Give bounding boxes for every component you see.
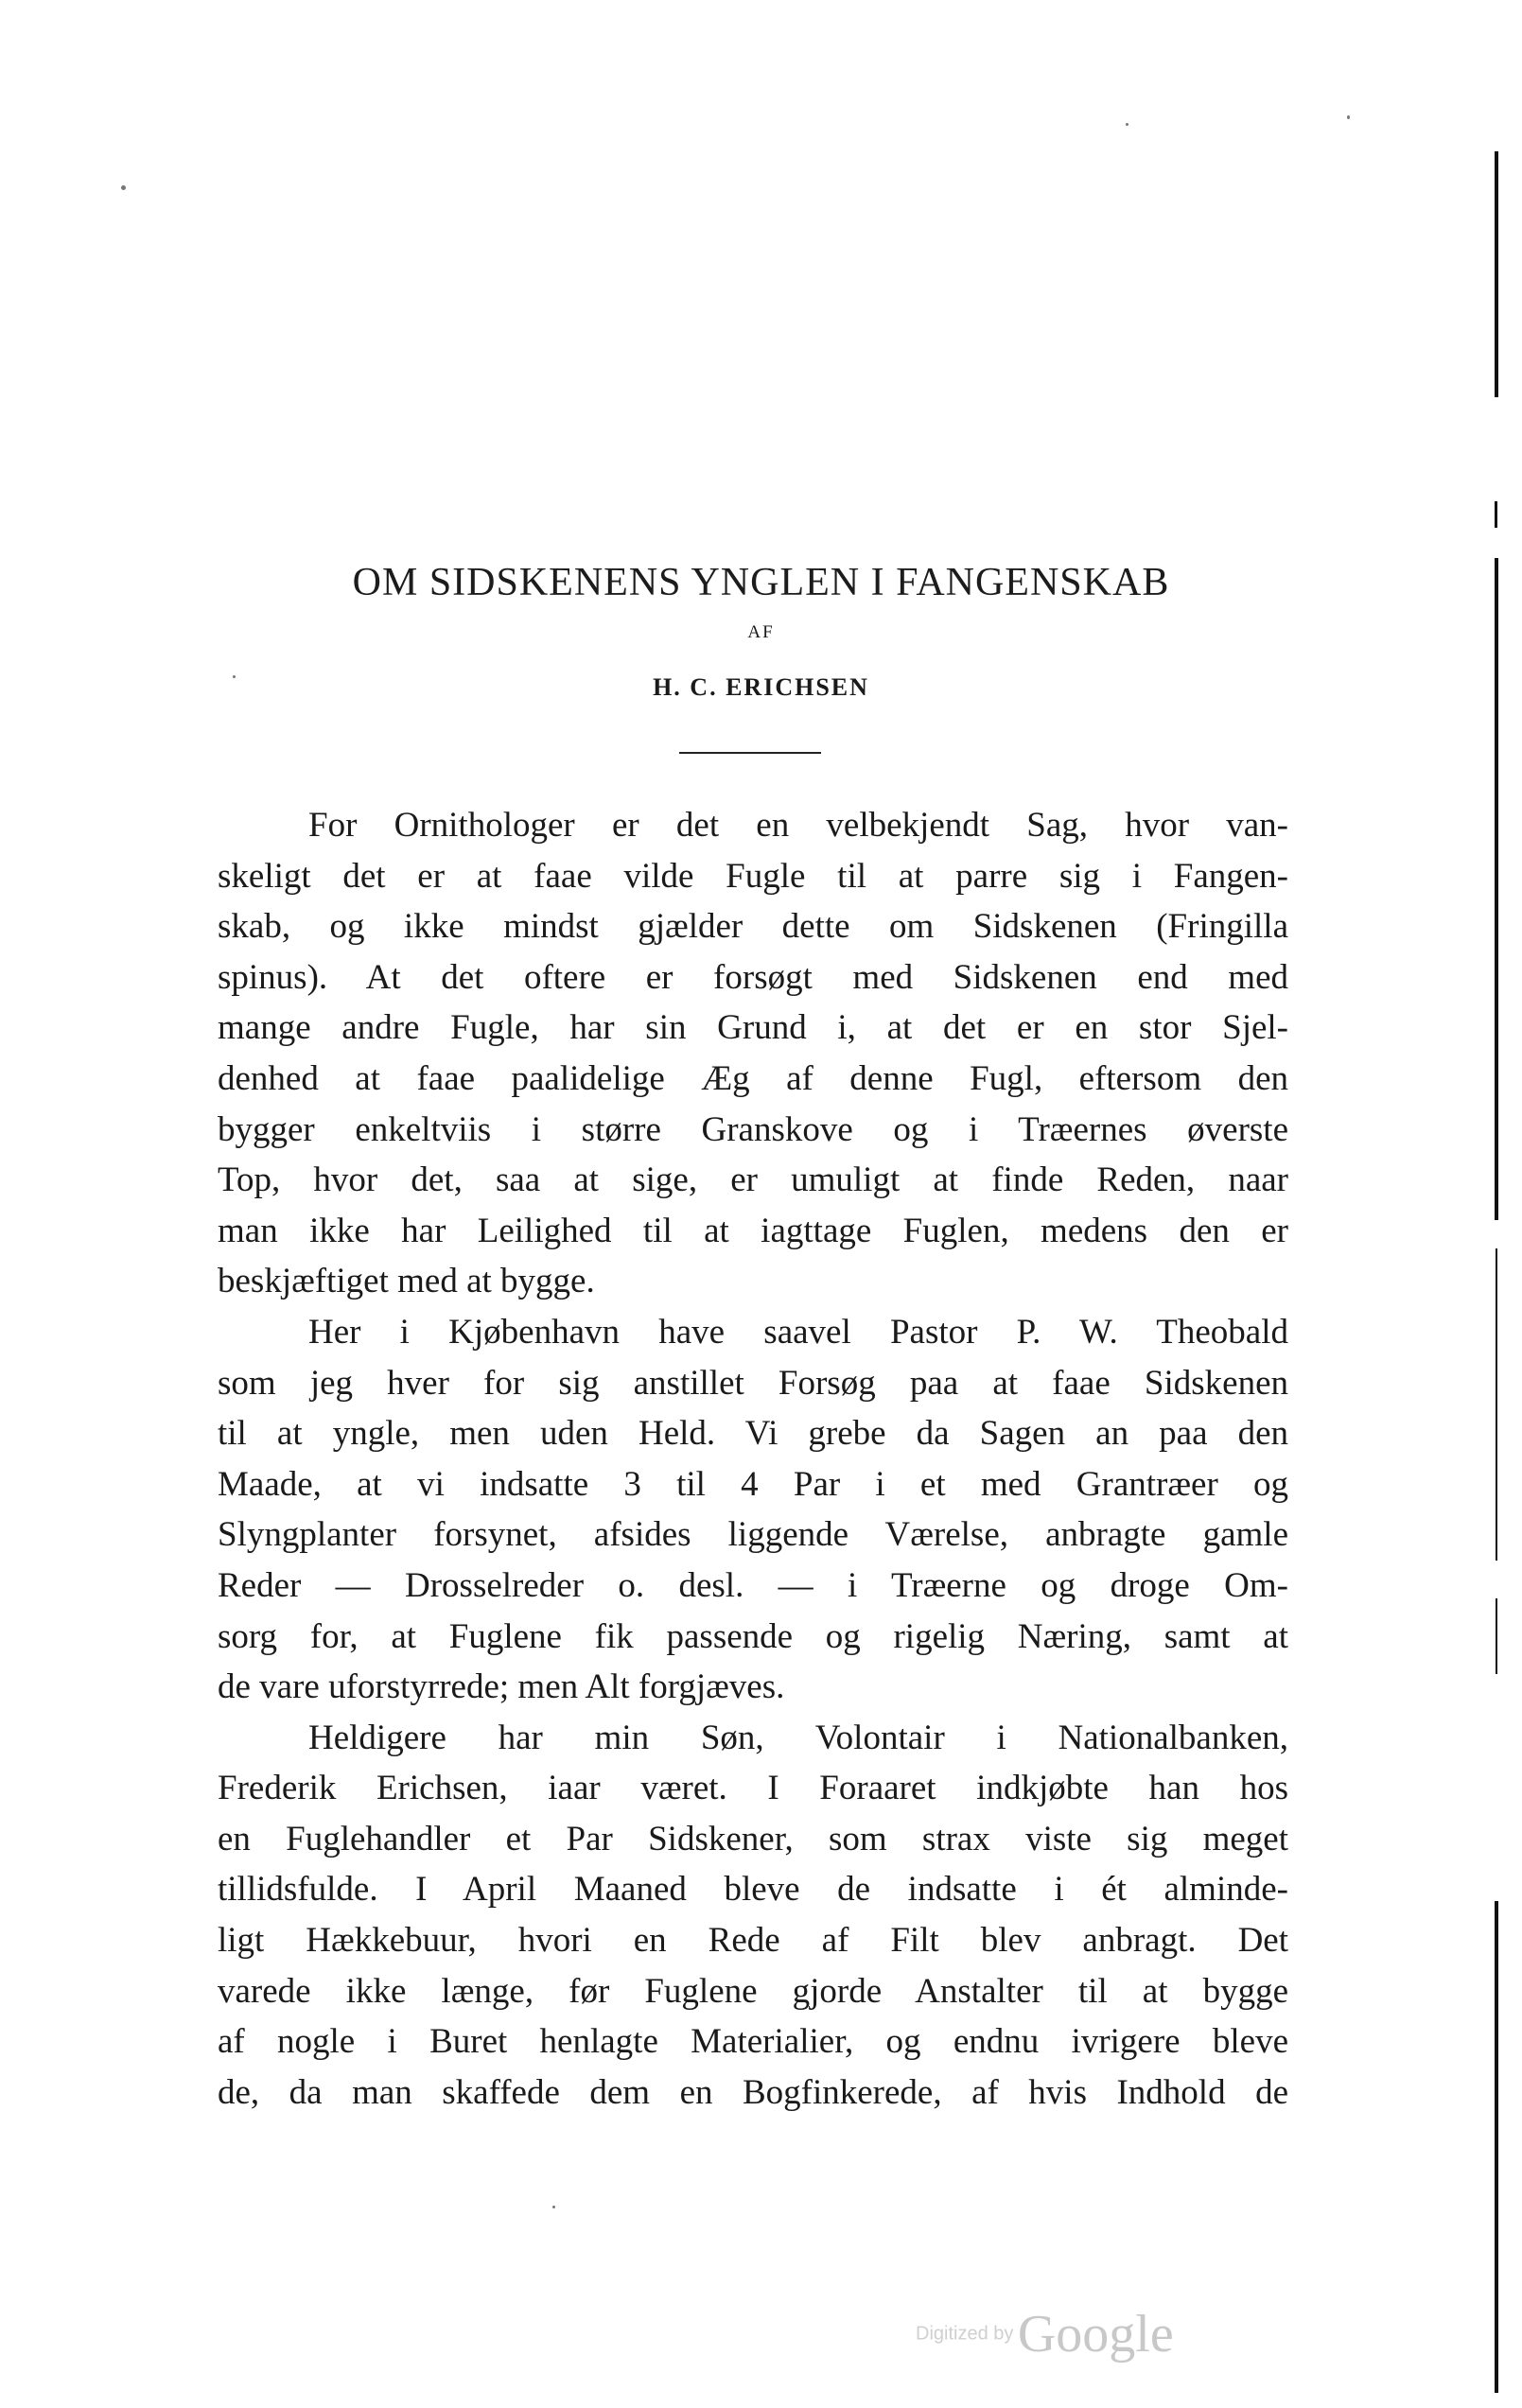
- scan-speck: [1347, 115, 1350, 119]
- text-line: af nogle i Buret henlagte Materialier, og endnu ivrigere bleve: [218, 2022, 1288, 2062]
- scan-edge-mark: [1495, 501, 1497, 528]
- text-line: som jeg hver for sig anstillet Forsøg paa at faae Sidskenen: [218, 1363, 1288, 1403]
- byline-prefix: AF: [747, 622, 775, 642]
- text-line: man ikke har Leilighed til at iagttage Fuglen, medens den er: [218, 1211, 1288, 1250]
- text-line: Heldigere har min Søn, Volontair i Nationalbanken,: [308, 1718, 1288, 1757]
- text-line: sorg for, at Fuglene fik passende og rigelig Næring, samt at: [218, 1616, 1288, 1656]
- text-line: For Ornithologer er det en velbekjendt Sag, hvor van-: [308, 806, 1288, 845]
- text-line: beskjæftiget med at bygge.: [218, 1262, 595, 1301]
- text-line: de, da man skaffede dem en Bogfinkerede, af hvis Indhold de: [218, 2072, 1288, 2112]
- title-divider: [679, 752, 821, 754]
- text-line: en Fuglehandler et Par Sidskener, som strax viste sig meget: [218, 1819, 1288, 1858]
- text-line: Top, hvor det, saa at sige, er umuligt at finde Reden, naar: [218, 1160, 1288, 1200]
- text-line: til at yngle, men uden Held. Vi grebe da Sagen an paa den: [218, 1414, 1288, 1454]
- watermark-prefix: Digitized by: [916, 2323, 1014, 2345]
- text-line: Frederik Erichsen, iaar været. I Foraaret indkjøbte han hos: [218, 1769, 1288, 1808]
- text-line: Slyngplanter forsynet, afsides liggende Værelse, anbragte gamle: [218, 1515, 1288, 1555]
- article-body: [218, 800, 1288, 2118]
- text-line: Her i Kjøbenhavn have saavel Pastor P. W. Theobald: [308, 1312, 1288, 1352]
- text-line: ligt Hækkebuur, hvori en Rede af Filt blev anbragt. Det: [218, 1921, 1288, 1961]
- text-line: skab, og ikke mindst gjælder dette om Sidskenen (Fringilla: [218, 907, 1288, 947]
- scan-edge-mark: [1496, 1248, 1497, 1561]
- text-line: varede ikke længe, før Fuglene gjorde Anstalter til at bygge: [218, 1971, 1288, 2011]
- text-line: skeligt det er at faae vilde Fugle til at parre sig i Fangen-: [218, 856, 1288, 896]
- scan-edge-mark: [1495, 558, 1498, 1220]
- article-title: OM SIDSKENENS YNGLEN I FANGENSKAB: [352, 561, 1170, 604]
- text-line: bygger enkeltviis i større Granskove og i Træernes øverste: [218, 1109, 1288, 1149]
- text-line: de vare uforstyrrede; men Alt forgjæves.: [218, 1667, 785, 1707]
- scan-edge-mark: [1495, 151, 1498, 397]
- text-line: mange andre Fugle, har sin Grund i, at det er en stor Sjel-: [218, 1008, 1288, 1048]
- text-line: Maade, at vi indsatte 3 til 4 Par i et med Grantræer og: [218, 1464, 1288, 1504]
- scan-edge-mark: [1495, 1901, 1498, 2393]
- digitization-watermark: [916, 2304, 1174, 2364]
- scan-edge-mark: [1496, 1598, 1497, 1674]
- text-line: tillidsfulde. I April Maaned bleve de indsatte i ét alminde-: [218, 1870, 1288, 1910]
- scan-speck: [121, 185, 126, 190]
- text-line: spinus). At det oftere er forsøgt med Sidskenen end med: [218, 957, 1288, 997]
- text-line: denhed at faae paalidelige Æg af denne Fugl, eftersom den: [218, 1058, 1288, 1098]
- scan-speck: [1126, 123, 1128, 126]
- author-name: H. C. ERICHSEN: [653, 673, 869, 701]
- text-line: Reder — Drosselreder o. desl. — i Træerne og droge Om-: [218, 1565, 1288, 1605]
- watermark-logo: Google: [1017, 2305, 1174, 2364]
- scan-speck: [552, 2206, 555, 2208]
- scan-speck: [233, 675, 236, 678]
